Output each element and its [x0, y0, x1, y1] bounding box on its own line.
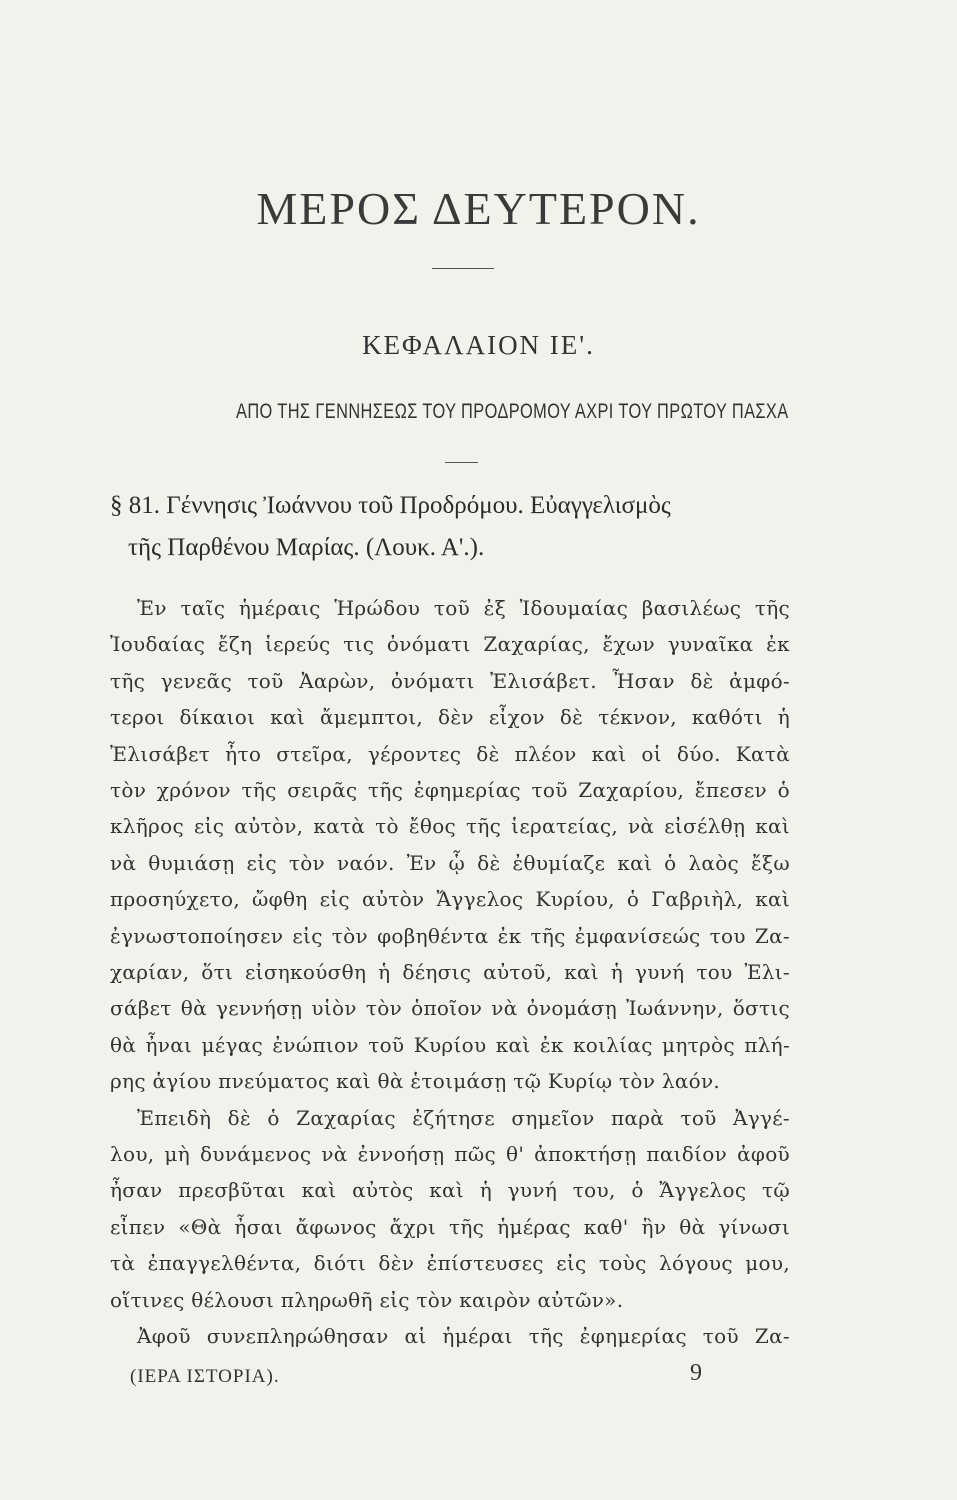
- body-line: σάβετ θὰ γεννήσῃ υἱὸν τὸν ὁποῖον νὰ ὀνομάσῃ Ἰωάννην, ὅστις: [110, 996, 790, 1020]
- body-line: κλῆρος εἰς αὐτὸν, κατὰ τὸ ἔθος τῆς ἱερατείας, νὰ εἰσέλθῃ καὶ: [110, 814, 790, 838]
- body-line: Ἰουδαίας ἔζη ἱερεύς τις ὀνόματι Ζαχαρίας, ἔχων γυναῖκα ἐκ: [110, 632, 790, 656]
- title-divider: [432, 268, 494, 269]
- section-heading-line-1: § 81. Γέννησις Ἰωάννου τοῦ Προδρόμου. Εὐαγγελισμὸς: [110, 492, 671, 519]
- body-line: ἐγνωστοποίησεν εἰς τὸν φοβηθέντα ἐκ τῆς ἐμφανίσεώς του Ζα-: [110, 924, 790, 948]
- body-line: οἵτινες θέλουσι πληρωθῆ εἰς τὸν καιρὸν αὐτῶν».: [110, 1288, 624, 1312]
- body-line: Ἐν ταῖς ἡμέραις Ἡρώδου τοῦ ἐξ Ἰδουμαίας βασιλέως τῆς: [137, 596, 790, 620]
- body-line: προσηύχετο, ὤφθη εἰς αὐτὸν Ἄγγελος Κυρίου, ὁ Γαβριὴλ, καὶ: [110, 887, 790, 911]
- body-line: θὰ ἦναι μέγας ἐνώπιον τοῦ Κυρίου καὶ ἐκ κοιλίας μητρὸς πλή-: [110, 1033, 790, 1057]
- body-line: χαρίαν, ὅτι εἰσηκούσθη ἡ δέησις αὐτοῦ, καὶ ἡ γυνή του Ἐλι-: [110, 960, 790, 984]
- body-line: τεροι δίκαιοι καὶ ἄμεμπτοι, δὲν εἶχον δὲ τέκνον, καθότι ἡ: [110, 705, 790, 729]
- body-line: ρης ἁγίου πνεύματος καὶ θὰ ἑτοιμάσῃ τῷ Κυρίῳ τὸν λαόν.: [110, 1069, 721, 1093]
- signature-mark: (ΙΕΡΑ ΙΣΤΟΡΙΑ).: [130, 1366, 280, 1387]
- section-heading-line-2: τῆς Παρθένου Μαρίας. (Λουκ. Α'.).: [128, 534, 485, 561]
- subtitle-divider: [445, 462, 478, 463]
- body-line: εἶπεν «Θὰ ἦσαι ἄφωνος ἄχρι τῆς ἡμέρας καθ' ἣν θὰ γίνωσι: [110, 1215, 790, 1239]
- body-line: Ἐλισάβετ ἦτο στεῖρα, γέροντες δὲ πλέον καὶ οἱ δύο. Κατὰ: [110, 742, 790, 766]
- body-line: λου, μὴ δυνάμενος νὰ ἐννοήσῃ πῶς θ' ἀποκτήσῃ παιδίον ἀφοῦ: [110, 1142, 790, 1166]
- body-line: Ἐπειδὴ δὲ ὁ Ζαχαρίας ἐζήτησε σημεῖον παρὰ τοῦ Ἀγγέ-: [137, 1106, 790, 1130]
- part-title: ΜΕΡΟΣ ΔΕΥΤΕΡΟΝ.: [256, 183, 701, 234]
- body-line: τὰ ἐπαγγελθέντα, διότι δὲν ἐπίστευσες εἰς τοὺς λόγους μου,: [110, 1251, 790, 1275]
- body-line: τὸν χρόνον τῆς σειρᾶς τῆς ἐφημερίας τοῦ Ζαχαρίου, ἔπεσεν ὁ: [110, 778, 790, 802]
- body-line: Ἀφοῦ συνεπληρώθησαν αἱ ἡμέραι τῆς ἐφημερίας τοῦ Ζα-: [137, 1324, 790, 1348]
- body-line: νὰ θυμιάσῃ εἰς τὸν ναόν. Ἐν ᾧ δὲ ἐθυμίαζε καὶ ὁ λαὸς ἔξω: [110, 851, 790, 875]
- chapter-subtitle: ΑΠΟ ΤΗΣ ΓΕΝΝΗΣΕΩΣ ΤΟΥ ΠΡΟΔΡΟΜΟΥ ΑΧΡΙ ΤΟΥ ΠΡΩΤΟΥ ΠΑΣΧΑ: [236, 400, 789, 423]
- body-line: ἦσαν πρεσβῦται καὶ αὐτὸς καὶ ἡ γυνή του, ὁ Ἄγγελος τῷ: [110, 1178, 790, 1202]
- page-number: 9: [690, 1360, 702, 1386]
- body-line: τῆς γενεᾶς τοῦ Ἀαρὼν, ὀνόματι Ἐλισάβετ. Ἦσαν δὲ ἀμφό-: [110, 669, 790, 693]
- chapter-title: ΚΕΦΑΛΑΙΟΝ ΙΕ'.: [362, 330, 595, 360]
